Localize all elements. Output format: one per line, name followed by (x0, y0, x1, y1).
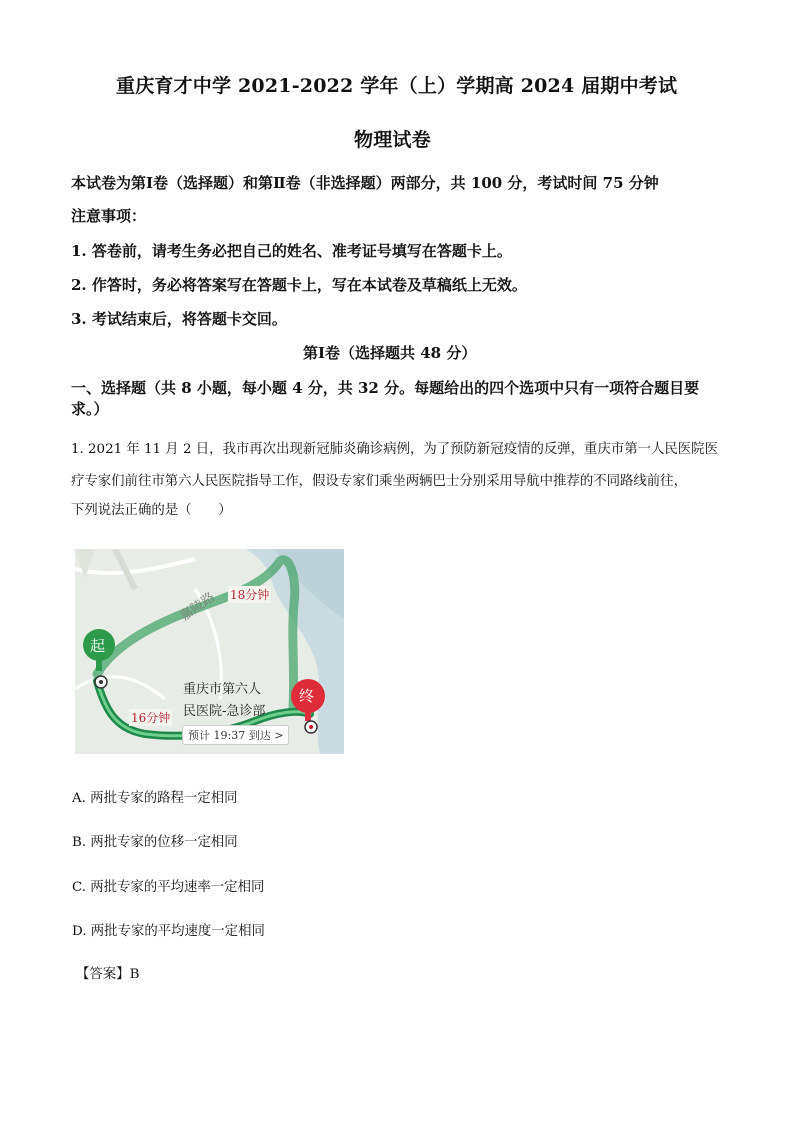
option-a: A. 两批专家的路程一定相同 (72, 791, 238, 806)
map-drawing (75, 549, 344, 754)
answer-value: B (129, 967, 140, 982)
answer-line (76, 963, 139, 982)
end-pin-label: 终 (299, 687, 315, 705)
route-time-upper: 18分钟 (230, 588, 270, 602)
note-item-2: 2. 作答时，务必将答案写在答题卡上，写在本试卷及草稿纸上无效。 (71, 276, 527, 294)
section-heading: 第Ⅰ卷（选择题共 48 分） (303, 344, 477, 362)
part-instructions-line1: 一、选择题（共 8 小题，每小题 4 分，共 32 分。每题给出的四个选项中只有一项符合题目要 (71, 379, 700, 397)
navigation-map-image (75, 549, 344, 754)
part-instructions-line2: 求。） (71, 400, 109, 418)
option-c: C. 两批专家的平均速率一定相同 (72, 880, 265, 895)
option-d: D. 两批专家的平均速度一定相同 (72, 924, 265, 939)
eta-chip[interactable]: 预计 19:37 到达 > (182, 725, 289, 745)
question-text-line3: 下列说法正确的是（ ） (71, 503, 232, 518)
page-subtitle: 物理试卷 (354, 129, 431, 151)
destination-name-line2: 民医院-急诊部 (183, 704, 266, 719)
route-time-lower: 16分钟 (131, 711, 171, 725)
start-pin-label: 起 (90, 637, 106, 655)
note-item-1: 1. 答卷前，请考生务必把自己的姓名、准考证号填写在答题卡上。 (71, 242, 512, 260)
road-name-label: 嘉陵路 (177, 589, 218, 625)
destination-name-line1: 重庆市第六人 (183, 682, 262, 697)
note-item-3: 3. 考试结束后，将答题卡交回。 (71, 310, 287, 328)
option-b: B. 两批专家的位移一定相同 (72, 835, 238, 850)
question-text-line1: 1. 2021 年 11 月 2 日，我市再次出现新冠肺炎确诊病例，为了预防新冠疫情的反弹，重庆市第一人民医院医 (71, 442, 718, 457)
notes-heading: 注意事项： (71, 207, 147, 225)
page-title: 重庆育才中学 2021-2022 学年（上）学期高 2024 届期中考试 (116, 75, 678, 97)
question-text-line2: 疗专家们前往市第六人民医院指导工作，假设专家们乘坐两辆巴士分别采用导航中推荐的不同路线前往， (71, 474, 687, 489)
answer-label: 【答案】 (76, 967, 130, 982)
exam-intro: 本试卷为第Ⅰ卷（选择题）和第Ⅱ卷（非选择题）两部分，共 100 分，考试时间 75 分钟 (71, 174, 659, 192)
